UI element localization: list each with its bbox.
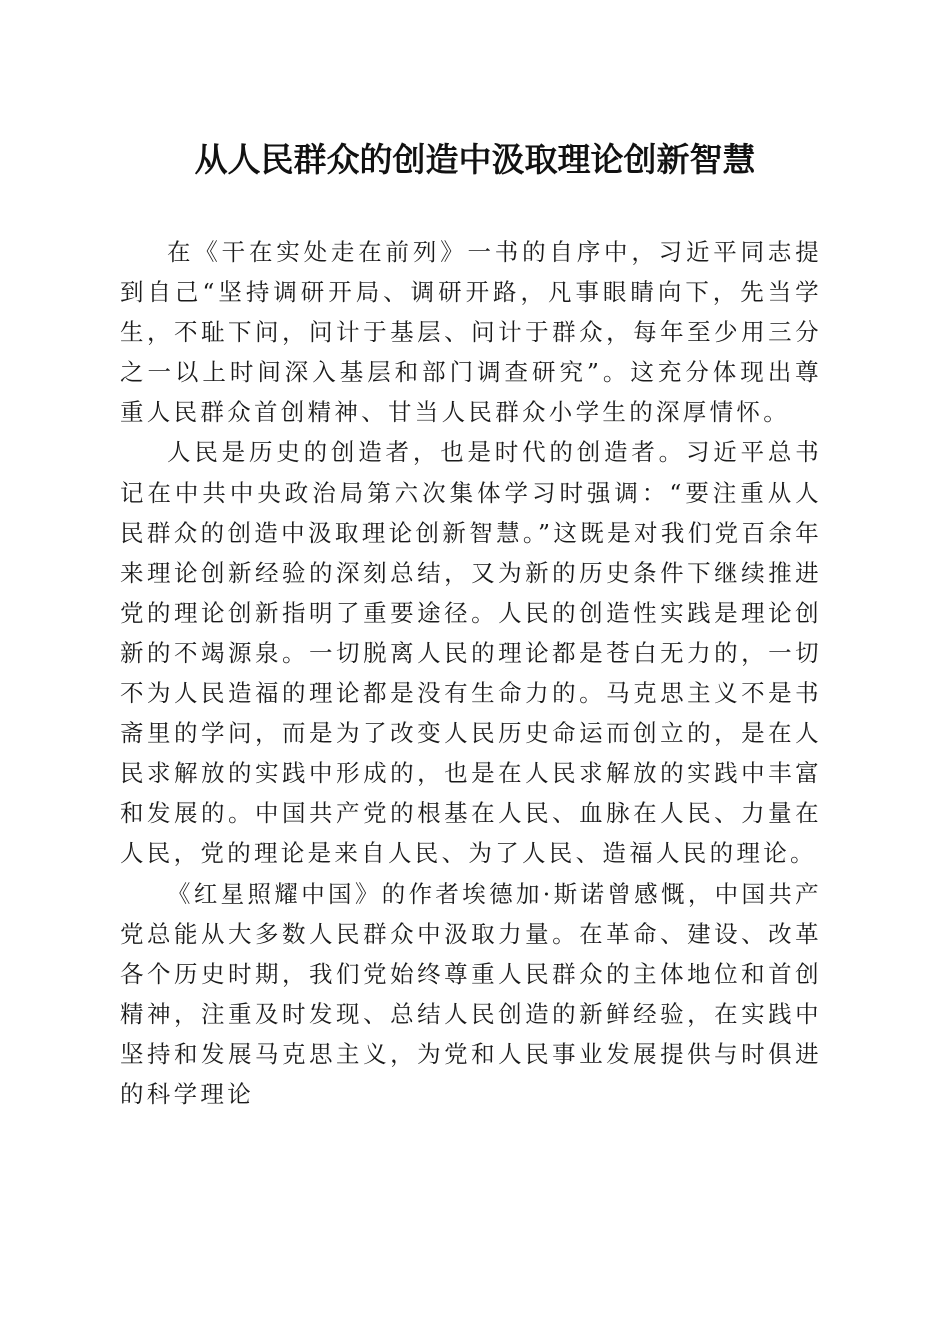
document-body [120, 232, 822, 1114]
paragraph-3: 《红星照耀中国》的作者埃德加·斯诺曾感慨，中国共产党总能从大多数人民群众中汲取力量。在革命、建设、改革各个历史时期，我们党始终尊重人民群众的主体地位和首创精神，注重及时发现、总结人民创造的新鲜经验，在实践中坚持和发展马克思主义，为党和人民事业发展提供与时俱进的科学理论 [120, 879, 822, 1108]
paragraph-1: 在《干在实处走在前列》一书的自序中，习近平同志提到自己“坚持调研开局、调研开路，凡事眼睛向下，先当学生，不耻下问，问计于基层、问计于群众，每年至少用三分之一以上时间深入基层和部门调查研究”。这充分体现出尊重人民群众首创精神、甘当人民群众小学生的深厚情怀。 [120, 238, 822, 427]
document-title: 从人民群众的创造中汲取理论创新智慧 [194, 140, 756, 179]
paragraph-2: 人民是历史的创造者，也是时代的创造者。习近平总书记在中共中央政治局第六次集体学习时强调：“要注重从人民群众的创造中汲取理论创新智慧。”这既是对我们党百余年来理论创新经验的深刻总结，又为新的历史条件下继续推进党的理论创新指明了重要途径。人民的创造性实践是理论创新的不竭源泉。一切脱离人民的理论都是苍白无力的，一切不为人民造福的理论都是没有生命力的。马克思主义不是书斋里的学问，而是为了改变人民历史命运而创立的，是在人民求解放的实践中形成的，也是在人民求解放的实践中丰富和发展的。中国共产党的根基在人民、血脉在人民、力量在人民，党的理论是来自人民、为了人民、造福人民的理论。 [120, 438, 822, 868]
